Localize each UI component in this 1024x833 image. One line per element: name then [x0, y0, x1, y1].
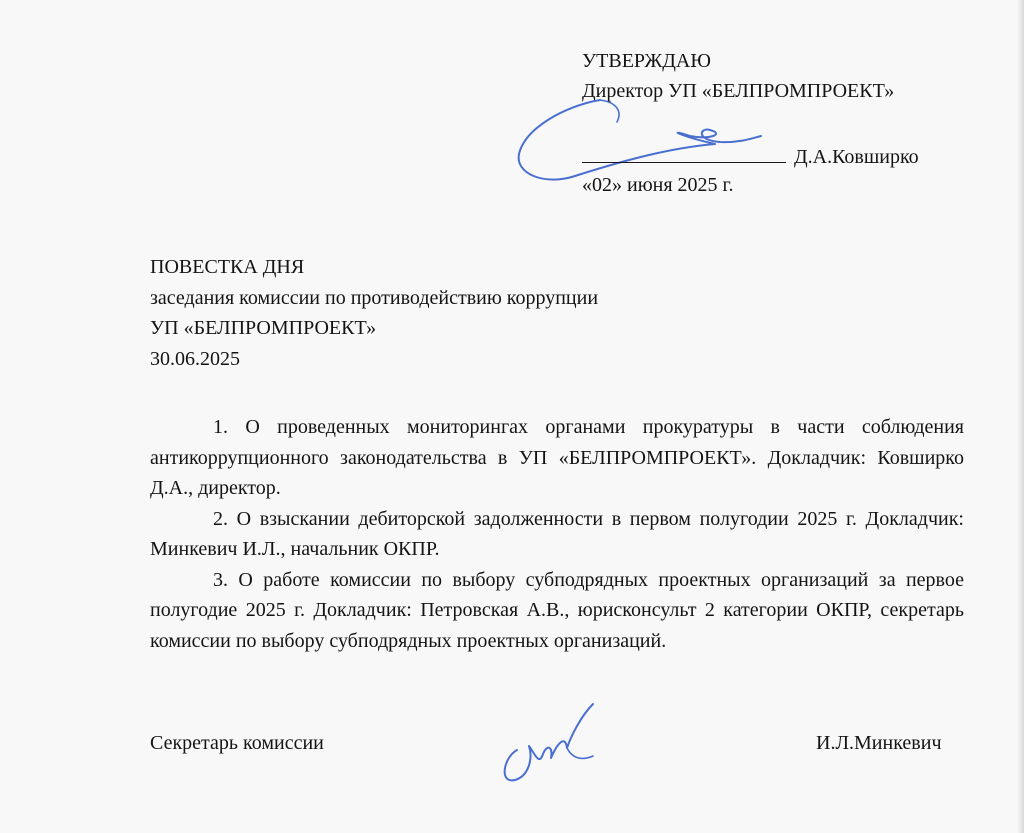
secretary-role: Секретарь комиссии	[150, 732, 324, 754]
agenda-item: 2. О взыскании дебиторской задолженности в первом полугодии 2025 г. Докладчик: Минкевич И.Л., начальник ОКПР.	[150, 507, 964, 560]
secretary-signature	[495, 696, 615, 796]
agenda-subtitle: заседания комиссии по противодействию коррупции	[150, 286, 599, 309]
signature-line	[582, 140, 786, 163]
agenda-item: 1. О проведенных мониторингах органами прокуратуры в части соблюдения антикоррупционного законодательства в УП «БЕЛПРОМПРОЕКТ». Докладчик: Ковширко Д.А., директор.	[150, 416, 964, 499]
agenda-heading	[150, 252, 598, 374]
approval-signature-row	[582, 140, 919, 172]
agenda-organization: УП «БЕЛПРОМПРОЕКТ»	[150, 317, 377, 339]
approval-date: «02» июня 2025 г.	[582, 174, 734, 196]
approval-signer: Д.А.Ковширко	[794, 146, 919, 168]
approval-position: Директор УП «БЕЛПРОМПРОЕКТ»	[582, 80, 895, 102]
page-edge-shadow	[1018, 0, 1024, 833]
approval-title: УТВЕРЖДАЮ	[582, 50, 711, 72]
agenda-item: 3. О работе комиссии по выбору субподрядных проектных организаций за первое полугодие 2025 г. Докладчик: Петровская А.В., юрисконсульт 2 категории ОКПР, секретарь комиссии по выбору субподрядных проектных организаций.	[150, 568, 964, 652]
agenda-items	[150, 412, 964, 656]
agenda-title: ПОВЕСТКА ДНЯ	[150, 256, 305, 278]
secretary-name: И.Л.Минкевич	[816, 732, 942, 754]
agenda-date: 30.06.2025	[150, 347, 240, 370]
